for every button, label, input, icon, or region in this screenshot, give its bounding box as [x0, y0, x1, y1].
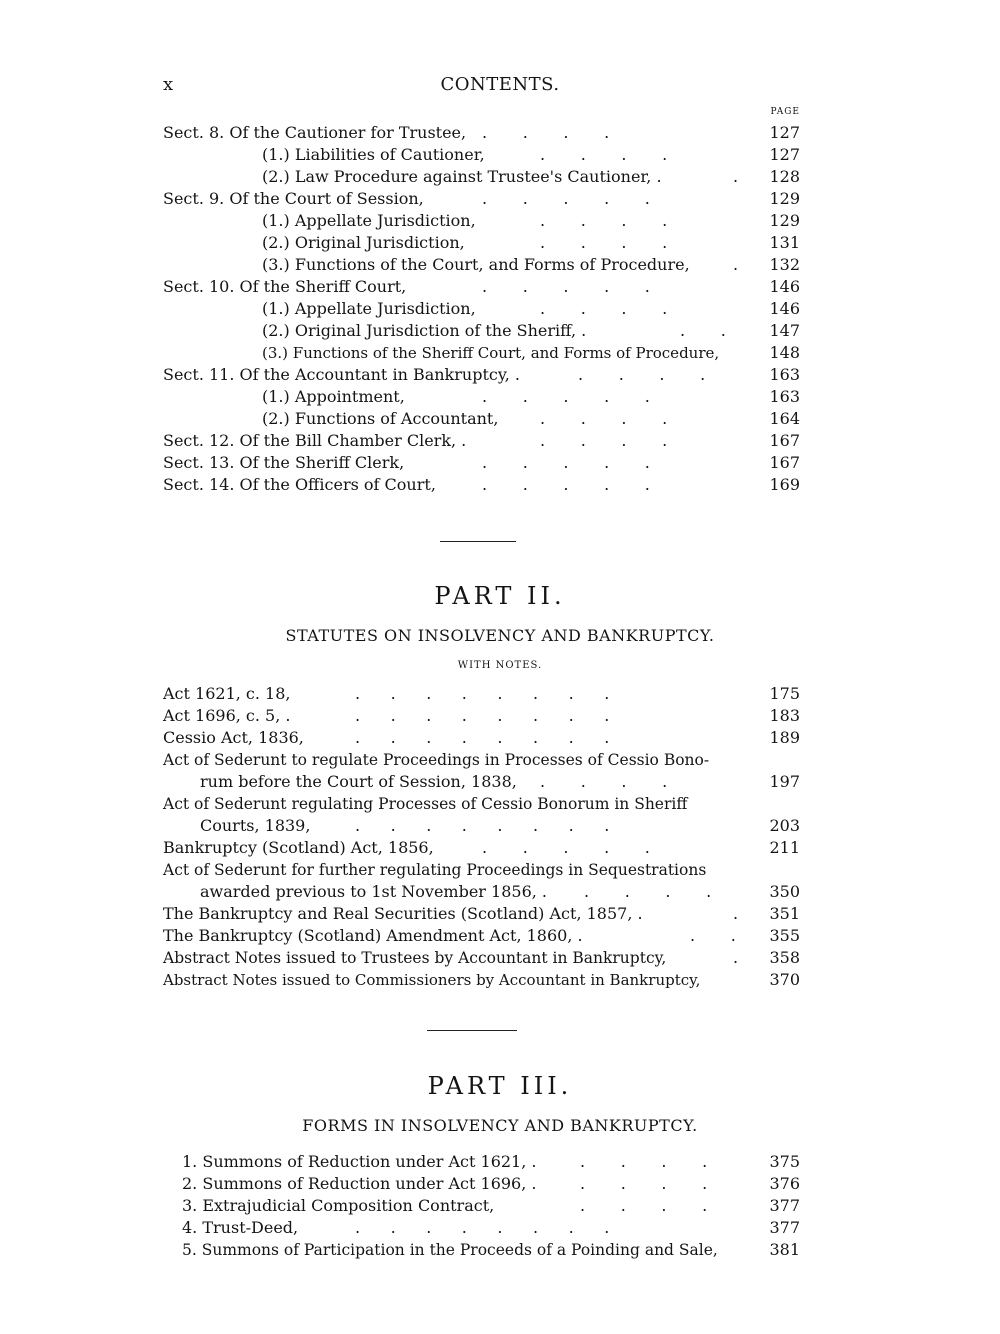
entry-label: (2.) Law Procedure against Trustee's Cautioner, . — [262, 167, 662, 186]
leader-dots: . . . . — [540, 772, 668, 791]
toc-entry — [0, 1151, 1000, 1173]
toc-entry — [0, 727, 1000, 749]
entry-label: Sect. 8. Of the Cautioner for Trustee, — [163, 123, 467, 142]
leader-dots: . . — [690, 926, 736, 945]
toc-entry — [0, 320, 1000, 342]
leader-dots: . . . . . . . . — [355, 728, 610, 747]
entry-label: Sect. 9. Of the Court of Session, — [163, 189, 424, 208]
leader-dots: . . . . — [540, 409, 668, 428]
toc-entry — [0, 276, 1000, 298]
entry-label: 4. Trust-Deed, — [182, 1218, 299, 1237]
leader-dots: . — [733, 948, 739, 967]
entry-label: Abstract Notes issued to Trustees by Accountant in Bankruptcy, — [163, 949, 667, 967]
toc-entry — [0, 881, 1000, 903]
toc-entry — [0, 771, 1000, 793]
entry-page: 146 — [769, 299, 800, 318]
leader-dots: . . . . — [580, 1196, 708, 1215]
entry-page: 358 — [769, 948, 800, 967]
entry-label: awarded previous to 1st November 1856, . — [200, 882, 547, 901]
entry-label: Bankruptcy (Scotland) Act, 1856, — [163, 838, 434, 857]
entry-page: 377 — [769, 1218, 800, 1237]
leader-dots: . . . . — [580, 1152, 708, 1171]
entry-page: 163 — [769, 387, 800, 406]
entry-label: Sect. 14. Of the Officers of Court, — [163, 475, 436, 494]
toc-entry — [0, 793, 1000, 815]
entry-label: 2. Summons of Reduction under Act 1696, . — [182, 1174, 537, 1193]
toc-entry — [0, 903, 1000, 925]
leader-dots: . . — [680, 321, 726, 340]
part2-with-notes: WITH NOTES. — [457, 660, 543, 671]
leader-dots: . . . . . . . . — [355, 816, 610, 835]
entry-page: 381 — [769, 1240, 800, 1259]
entry-page: 169 — [769, 475, 800, 494]
entry-page: 375 — [769, 1152, 800, 1171]
entry-page: 350 — [769, 882, 800, 901]
entry-label: Sect. 13. Of the Sheriff Clerk, — [163, 453, 405, 472]
entry-page: 127 — [769, 123, 800, 142]
entry-label: (1.) Liabilities of Cautioner, — [262, 145, 485, 164]
leader-dots: . . . . . — [482, 189, 650, 208]
toc-entry — [0, 947, 1000, 969]
leader-dots: . — [733, 904, 739, 923]
leader-dots: . . . . — [540, 211, 668, 230]
entry-label: (3.) Functions of the Court, and Forms of Procedure, — [262, 255, 690, 274]
section-divider — [427, 1030, 517, 1031]
leader-dots: . . . . . — [482, 838, 650, 857]
entry-label: (1.) Appellate Jurisdiction, — [262, 211, 476, 230]
page-column-label: PAGE — [770, 107, 800, 117]
part3-title: PART III. — [427, 1072, 573, 1100]
toc-entry — [0, 1239, 1000, 1261]
entry-label: Act 1696, c. 5, . — [163, 706, 291, 725]
leader-dots: . . . . — [580, 1174, 708, 1193]
entry-page: 127 — [769, 145, 800, 164]
toc-entry — [0, 144, 1000, 166]
leader-dots: . . . . — [482, 123, 610, 142]
entry-label: The Bankruptcy (Scotland) Amendment Act, 1860, . — [163, 926, 583, 945]
leader-dots: . . . . . . . . — [355, 1218, 610, 1237]
entry-label: Sect. 12. Of the Bill Chamber Clerk, . — [163, 431, 467, 450]
toc-entry — [0, 188, 1000, 210]
entry-label: Act of Sederunt regulating Processes of Cessio Bonorum in Sheriff — [163, 795, 688, 813]
entry-page: 167 — [769, 453, 800, 472]
entry-page: 167 — [769, 431, 800, 450]
toc-entry — [0, 749, 1000, 771]
entry-label: Act 1621, c. 18, — [163, 684, 291, 703]
toc-entry — [0, 386, 1000, 408]
entry-page: 370 — [769, 970, 800, 989]
entry-page: 189 — [769, 728, 800, 747]
entry-label: (1.) Appellate Jurisdiction, — [262, 299, 476, 318]
leader-dots: . — [733, 255, 739, 274]
toc-entry — [0, 122, 1000, 144]
entry-label: 1. Summons of Reduction under Act 1621, . — [182, 1152, 537, 1171]
leader-dots: . . . . — [584, 882, 712, 901]
entry-label: 5. Summons of Participation in the Proceeds of a Poinding and Sale, — [182, 1241, 718, 1259]
toc-entry — [0, 210, 1000, 232]
entry-page: 211 — [769, 838, 800, 857]
toc-entry — [0, 254, 1000, 276]
entry-page: 131 — [769, 233, 800, 252]
entry-page: 351 — [769, 904, 800, 923]
entry-page: 128 — [769, 167, 800, 186]
leader-dots: . . . . — [540, 145, 668, 164]
entry-label: 3. Extrajudicial Composition Contract, — [182, 1196, 495, 1215]
toc-entry — [0, 232, 1000, 254]
entry-page: 146 — [769, 277, 800, 296]
toc-entry — [0, 298, 1000, 320]
leader-dots: . . . . — [578, 365, 706, 384]
entry-page: 147 — [769, 321, 800, 340]
entry-label: (2.) Original Jurisdiction of the Sheriff, . — [262, 321, 587, 340]
entry-label: (3.) Functions of the Sheriff Court, and Forms of Procedure, — [262, 344, 720, 362]
toc-entry — [0, 1195, 1000, 1217]
toc-entry — [0, 683, 1000, 705]
part3-subtitle: FORMS IN INSOLVENCY AND BANKRUPTCY. — [302, 1116, 698, 1135]
leader-dots: . . . . . — [482, 475, 650, 494]
entry-label: rum before the Court of Session, 1838, — [200, 772, 517, 791]
entry-page: 148 — [769, 343, 800, 362]
leader-dots: . . . . . — [482, 387, 650, 406]
toc-entry — [0, 342, 1000, 364]
toc-entry — [0, 408, 1000, 430]
leader-dots: . — [733, 167, 739, 186]
entry-page: 183 — [769, 706, 800, 725]
entry-page: 377 — [769, 1196, 800, 1215]
toc-entry — [0, 1217, 1000, 1239]
entry-page: 163 — [769, 365, 800, 384]
part2-subtitle: STATUTES ON INSOLVENCY AND BANKRUPTCY. — [285, 626, 715, 645]
leader-dots: . . . . . — [482, 453, 650, 472]
toc-entry — [0, 364, 1000, 386]
entry-page: 129 — [769, 189, 800, 208]
toc-entry — [0, 925, 1000, 947]
entry-label: (1.) Appointment, — [262, 387, 405, 406]
part2-title: PART II. — [434, 582, 566, 610]
entry-page: 197 — [769, 772, 800, 791]
leader-dots: . . . . . . . . — [355, 684, 610, 703]
entry-label: (2.) Functions of Accountant, — [262, 409, 499, 428]
entry-label: (2.) Original Jurisdiction, — [262, 233, 465, 252]
running-title: CONTENTS. — [440, 74, 560, 95]
leader-dots: . . . . — [540, 299, 668, 318]
entry-label: The Bankruptcy and Real Securities (Scotland) Act, 1857, . — [163, 904, 643, 923]
entry-page: 376 — [769, 1174, 800, 1193]
entry-label: Sect. 11. Of the Accountant in Bankruptcy, . — [163, 365, 521, 384]
leader-dots: . . . . — [540, 431, 668, 450]
entry-page: 164 — [769, 409, 800, 428]
toc-entry — [0, 430, 1000, 452]
entry-page: 355 — [769, 926, 800, 945]
entry-page: 129 — [769, 211, 800, 230]
entry-label: Abstract Notes issued to Commissioners by Accountant in Bankruptcy, — [163, 971, 701, 989]
toc-entry — [0, 1173, 1000, 1195]
toc-entry — [0, 452, 1000, 474]
entry-page: 175 — [769, 684, 800, 703]
entry-label: Cessio Act, 1836, — [163, 728, 304, 747]
page-numeral: x — [163, 74, 174, 95]
toc-entry — [0, 837, 1000, 859]
entry-label: Act of Sederunt to regulate Proceedings in Processes of Cessio Bono- — [163, 751, 710, 769]
leader-dots: . . . . — [540, 233, 668, 252]
section-divider — [440, 541, 516, 542]
toc-entry — [0, 474, 1000, 496]
toc-entry — [0, 815, 1000, 837]
toc-entry — [0, 859, 1000, 881]
entry-page: 203 — [769, 816, 800, 835]
entry-label: Act of Sederunt for further regulating Proceedings in Sequestrations — [163, 861, 707, 879]
leader-dots: . . . . . . . . — [355, 706, 610, 725]
entry-label: Courts, 1839, — [200, 816, 311, 835]
entry-label: Sect. 10. Of the Sheriff Court, — [163, 277, 407, 296]
entry-page: 132 — [769, 255, 800, 274]
toc-entry — [0, 166, 1000, 188]
leader-dots: . . . . . — [482, 277, 650, 296]
toc-entry — [0, 705, 1000, 727]
toc-entry — [0, 969, 1000, 991]
